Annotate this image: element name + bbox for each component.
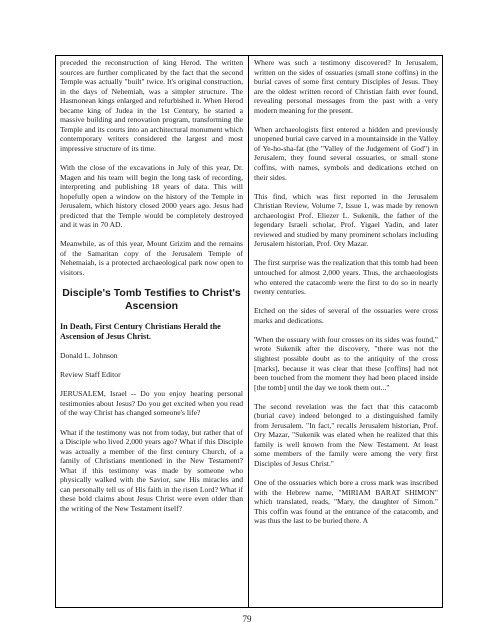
body-paragraph: Etched on the sides of several of the ossuaries were cross marks and dedications. — [254, 306, 438, 325]
body-paragraph: What if the testimony was not from today, but rather that of a Disciple who lived 2,000 years ago? What if this Disciple was actually a member of the first century Church, of a family of Christians mentioned in the New Testament? What if this testimony was made by someone who physically walked with the Savior, saw His miracles and can personally tell us of His faith in the risen Lord? What if these bold claims about Jesus Christ were even older than the writing of the New Testament itself? — [60, 427, 243, 513]
left-column — [60, 58, 243, 523]
body-paragraph: This find, which was first reported in the Jerusalem Christian Review, Volume 7, Issue 1, was made by renown archaeologist Prof. Eliezer L. Sukenik, the father of the legendary Israeli scholar, Prof. Yigael Yadin, and later reviewed and studied by many prominent scholars including Jerusalem historian, Prof. Ory Mazar. — [254, 191, 438, 249]
article-headline: Disciple's Tomb Testifies to Christ's Ascension — [62, 287, 241, 312]
body-paragraph: JERUSALEM, Israel -- Do you enjoy hearing personal testimonies about Jesus? Do you get excited when you read of the way Christ has changed someone's life? — [60, 389, 243, 418]
body-paragraph: Meanwhile, as of this year, Mount Grizim and the remains of the Samaritan copy of the Jerusalem Temple of Nehemaiah, is a protected archaeological park now open to visitors. — [60, 239, 243, 278]
body-paragraph: One of the ossuaries which bore a cross mark was inscribed with the Hebrew name, "MIRIAM BARAT SHIMON" which translated, reads, "Mary, the daughter of Simon." This coffin was found at the entrance of the catacomb, and was thus the last to be buried there. A — [254, 478, 438, 526]
body-paragraph: Where was such a testimony discovered? In Jerusalem, written on the sides of ossuaries (small stone coffins) in the burial caves of some first century Disciples of Jesus. They are the oldest written record of Christian faith ever found, revealing personal messages from the past with a very modern meaning for the present. — [254, 58, 438, 115]
article-subheadline: In Death, First Century Christians Herald the Ascension of Jesus Christ. — [60, 322, 221, 342]
author-name: Donald L. Johnson — [60, 351, 118, 361]
body-paragraph: 'When the ossuary with four crosses on its sides was found," wrote Sukenik after the discovery, "there was not the slightest possible doubt as to the antiquity of the cross [marks], because it was clear that these [coffins] had not been touched from the moment they had been placed inside [the tomb] until the day we took them out..." — [254, 334, 438, 392]
body-paragraph: The second revelation was the fact that this catacomb (burial cave) indeed belonged to a distinguished family from Jerusalem. "In fact," recalls Jerusalem historian, Prof. Ory Mazar, "Sukenik was elated when he realized that this family is well known from the New Testament. At least some members of the family were among the very first Disciples of Jesus Christ." — [254, 401, 438, 468]
body-paragraph: The first surprise was the realization that this tomb had been untouched for almost 2,000 years. Thus, the archaeologists who entered the catacomb were the first to do so in nearly twenty centuries. — [254, 258, 438, 297]
column-divider — [248, 55, 249, 608]
body-paragraph: When archaeologists first entered a hidden and previously unopened burial cave carved in a mountainside in the Valley of Ye-ho-sha-fat (the "Valley of the Judgement of God") in Jerusalem, they found several ossuaries, or small stone coffins, with names, symbols and dedications etched on their sides. — [254, 124, 438, 182]
page-number: 79 — [242, 614, 252, 624]
byline — [60, 351, 243, 380]
body-paragraph: With the close of the excavations in July of this year, Dr. Magen and his team will begin the long task of recording, interpreting and publishing 18 years of data. This will hopefully open a window on the history of the Temple in Jerusalem, which history closed 2000 years ago. Jesus had predicted that the Temple would be completely destroyed and it was in 70 AD. — [60, 163, 243, 230]
right-rule — [442, 55, 443, 608]
left-rule — [55, 55, 56, 608]
body-paragraph: preceded the reconstruction of king Herod. The written sources are further complicated by the fact that the second Temple was actually "built" twice. It's original construction, in the days of Nehemiah, was a simpler structure. The Hasmonean kings enlarged and refurbished it. When Herod became king of Judea in the 1st Century, he started a massive building and renovation program, transforming the Temple and its courts into an architectural monument which contemporary writers considered the largest and most impressive structure of its time. — [60, 58, 243, 153]
author-title: Review Staff Editor — [60, 370, 121, 380]
right-column — [254, 58, 438, 526]
